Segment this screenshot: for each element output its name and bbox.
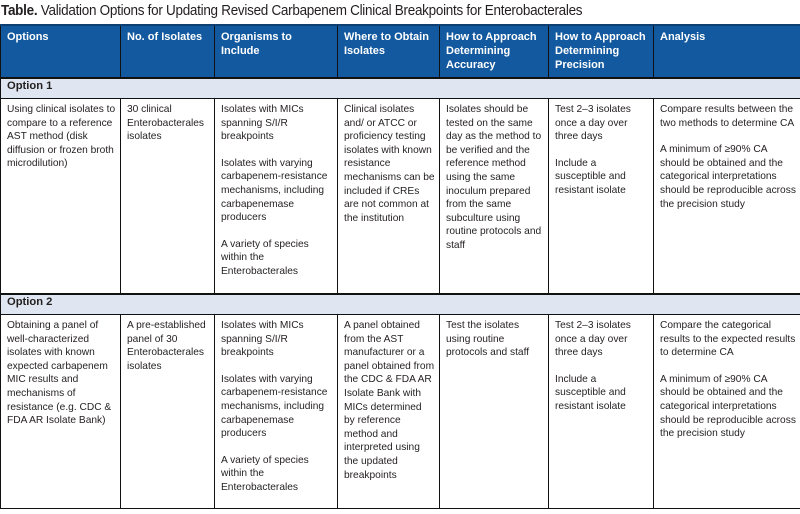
cell-text: Test 2–3 isolates once a day over three days — [555, 320, 631, 359]
cell-text: A minimum of ≥90% CA should be obtained and the categorical interpretations should be reproducible across the precision study — [660, 373, 796, 440]
header-options: Options — [1, 25, 121, 78]
option-1-analysis-cell — [654, 99, 800, 295]
cell-text: A pre-established panel of 30 Enterobacterales isolates — [127, 320, 206, 372]
validation-options-table — [0, 24, 800, 509]
header-row — [1, 25, 800, 78]
option-2-isolates-cell — [121, 315, 215, 509]
cell-text: A variety of species within the Enterobacterales — [221, 238, 309, 277]
header-analysis: Analysis — [654, 25, 800, 78]
cell-text: Compare results between the two methods to determine CA — [660, 104, 795, 129]
cell-text: Isolates with varying carbapenem-resistance mechanisms, including carbapenemase producers — [221, 157, 328, 224]
cell-text: Clinical isolates and/ or ATCC or proficiency testing isolates with known resistance mechanisms can be included if CREs are not common at the institution — [344, 104, 435, 224]
option-1-options-cell — [1, 99, 121, 295]
cell-text: A variety of species within the Enterobacterales — [221, 454, 309, 493]
option-2-accuracy-cell — [440, 315, 549, 509]
header-accuracy: How to Approach Determining Accuracy — [440, 25, 549, 78]
header-organisms: Organisms to Include — [215, 25, 338, 78]
option-2-source-cell — [338, 315, 440, 509]
cell-text: Isolates with MICs spanning S/I/R breakpoints — [221, 104, 304, 143]
option-1-source-cell — [338, 99, 440, 295]
cell-text: Obtaining a panel of well-characterized isolates with known expected carbapenem MIC results and mechanisms of resistance (e.g. CDC & FDA AR Isolate Bank) — [7, 320, 112, 427]
header-where-to-obtain: Where to Obtain Isolates — [338, 25, 440, 78]
option-1-precision-cell — [549, 99, 654, 295]
cell-text: Compare the categorical results to the expected results to determine CA — [660, 320, 796, 359]
option-2-label-row — [1, 294, 800, 315]
option-2-label: Option 2 — [1, 294, 800, 315]
cell-text: Test the isolates using routine protocols and staff — [446, 320, 530, 359]
option-1-isolates-cell — [121, 99, 215, 295]
caption-text: Validation Options for Updating Revised Carbapenem Clinical Breakpoints for Enterobacterales — [37, 3, 583, 19]
cell-text: 30 clinical Enterobacterales isolates — [127, 104, 205, 143]
cell-text: Test 2–3 isolates once a day over three days — [555, 104, 631, 143]
option-1-accuracy-cell — [440, 99, 549, 295]
option-2-precision-cell — [549, 315, 654, 509]
option-2-options-cell — [1, 315, 121, 509]
option-2-organisms-cell — [215, 315, 338, 509]
option-1-label-row — [1, 78, 800, 99]
cell-text: A minimum of ≥90% CA should be obtained and the categorical interpretations should be reproducible across the precision study — [660, 144, 796, 210]
option-2-row — [1, 315, 800, 509]
option-2-analysis-cell — [654, 315, 800, 509]
header-no-of-isolates: No. of Isolates — [121, 25, 215, 78]
cell-text: Include a susceptible and resistant isolate — [555, 373, 626, 412]
cell-text: Isolates with MICs spanning S/I/R breakpoints — [221, 320, 304, 359]
cell-text: Include a susceptible and resistant isolate — [555, 157, 626, 196]
option-1-label: Option 1 — [1, 78, 800, 99]
table-caption — [1, 0, 743, 24]
caption-lead: Table. — [1, 3, 38, 19]
option-1-organisms-cell — [215, 99, 338, 295]
cell-text: Isolates should be tested on the same day as the method to be verified and the reference method using the same inoculum prepared from the same subculture using routine protocols and staff — [446, 104, 542, 251]
cell-text: A panel obtained from the AST manufacturer or a panel obtained from the CDC & FDA AR Isolate Bank with MICs determined by reference method and interpreted using the updated breakpoints — [344, 320, 435, 481]
cell-text: Using clinical isolates to compare to a reference AST method (disk diffusion or frozen broth microdilution) — [7, 104, 116, 170]
cell-text: Isolates with varying carbapenem-resistance mechanisms, including carbapenemase producers — [221, 373, 328, 440]
header-precision: How to Approach Determining Precision — [549, 25, 654, 78]
option-1-row — [1, 99, 800, 295]
